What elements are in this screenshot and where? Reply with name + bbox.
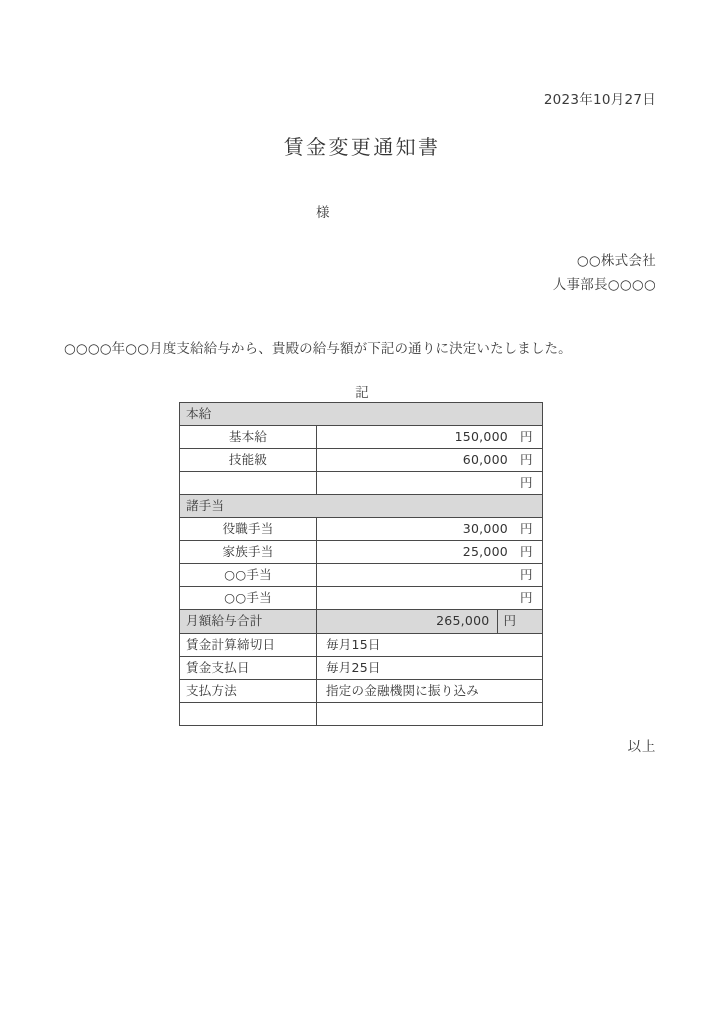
currency-unit: 円	[520, 451, 533, 467]
table-row	[180, 680, 543, 703]
table-row	[180, 403, 543, 426]
amount-value-cell	[317, 518, 543, 541]
amount-number: 60,000	[462, 451, 509, 467]
body-paragraph: ○○○○年○○月度支給給与から、貴殿の給与額が下記の通りに決定いたしました。	[64, 341, 572, 357]
item-label-cell: ○○手当	[180, 587, 317, 610]
term-label-cell: 賃金支払日	[180, 657, 317, 680]
closing-marker: 以上	[627, 739, 656, 755]
amount-value-cell	[317, 587, 543, 610]
wage-table-body	[180, 403, 543, 726]
total-amount-value: 265,000	[317, 610, 497, 633]
currency-unit: 円	[520, 428, 533, 444]
table-row	[180, 634, 543, 657]
term-value-cell: 毎月15日	[317, 634, 543, 657]
amount-value-cell	[317, 564, 543, 587]
amount-number: 30,000	[462, 520, 509, 536]
section-header-cell: 本給	[180, 403, 543, 426]
recipient-honorific: 様	[316, 205, 330, 221]
term-value-cell	[317, 703, 543, 726]
table-row	[180, 518, 543, 541]
table-row	[180, 610, 543, 634]
document-title: 賃金変更通知書	[283, 135, 441, 159]
term-label-cell: 支払方法	[180, 680, 317, 703]
table-row	[180, 564, 543, 587]
table-row	[180, 541, 543, 564]
ki-marker: 記	[355, 385, 369, 401]
amount-value-cell	[317, 426, 543, 449]
total-label-cell: 月額給与合計	[180, 610, 317, 634]
amount-number: 25,000	[462, 543, 509, 559]
table-row	[180, 472, 543, 495]
document-date: 2023年10月27日	[543, 92, 656, 108]
currency-unit: 円	[520, 543, 533, 559]
item-label-cell: 基本給	[180, 426, 317, 449]
currency-unit: 円	[520, 589, 533, 605]
table-row	[180, 495, 543, 518]
term-value-cell: 毎月25日	[317, 657, 543, 680]
table-row	[180, 426, 543, 449]
total-unit-label: 円	[497, 610, 542, 633]
currency-unit: 円	[520, 520, 533, 536]
amount-value-cell	[317, 472, 543, 495]
table-row	[180, 587, 543, 610]
wage-details-table	[179, 402, 543, 726]
currency-unit: 円	[520, 474, 533, 490]
term-label-cell	[180, 703, 317, 726]
item-label-cell: 家族手当	[180, 541, 317, 564]
item-label-cell: 役職手当	[180, 518, 317, 541]
amount-value-cell	[317, 449, 543, 472]
sender-person: 人事部長○○○○	[552, 277, 656, 293]
table-row	[180, 657, 543, 680]
amount-number: 150,000	[454, 428, 509, 444]
amount-value-cell	[317, 541, 543, 564]
section-header-cell: 諸手当	[180, 495, 543, 518]
sender-company: ○○株式会社	[576, 253, 656, 269]
term-value-cell: 指定の金融機関に振り込み	[317, 680, 543, 703]
currency-unit: 円	[520, 566, 533, 582]
total-value-cell	[317, 610, 543, 634]
table-row	[180, 449, 543, 472]
item-label-cell	[180, 472, 317, 495]
table-row	[180, 703, 543, 726]
term-label-cell: 賃金計算締切日	[180, 634, 317, 657]
item-label-cell: ○○手当	[180, 564, 317, 587]
sender-block	[553, 249, 656, 297]
item-label-cell: 技能級	[180, 449, 317, 472]
